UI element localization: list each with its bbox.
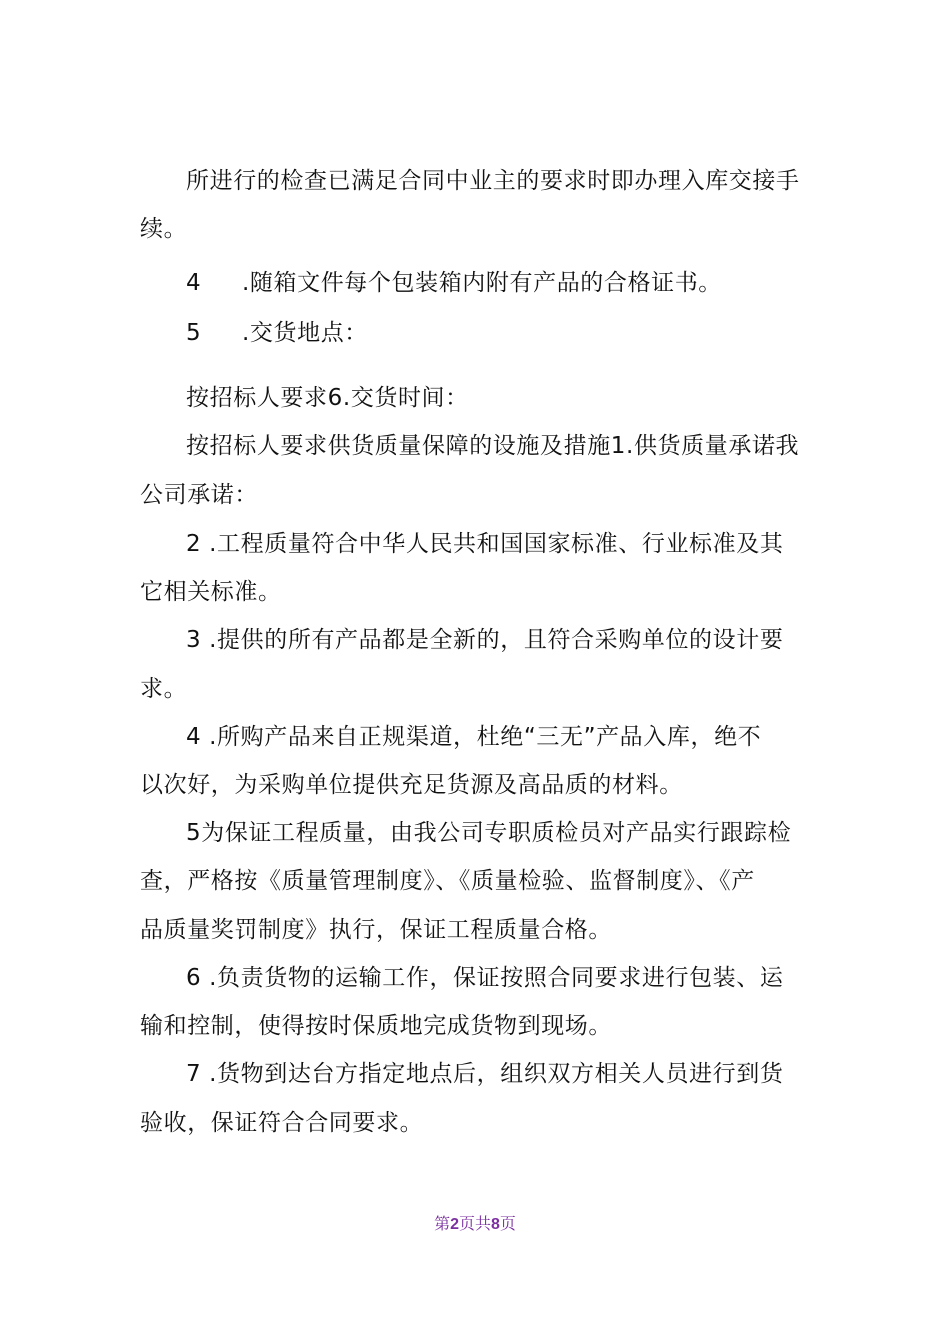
list-number: 4 (186, 270, 202, 296)
paragraph-line: 求。 (140, 676, 188, 702)
paragraph-line: 所进行的检查已满足合同中业主的要求时即办理入库交接手 (186, 168, 800, 194)
paragraph-line: 验收，保证符合合同要求。 (140, 1110, 424, 1136)
paragraph-line: 7 .货物到达台方指定地点后，组织双方相关人员进行到货 (186, 1061, 784, 1087)
current-page-number: 2 (450, 1216, 459, 1233)
list-number: 5 (186, 320, 202, 346)
footer-middle: 页共 (458, 1214, 491, 1233)
footer-prefix: 第 (434, 1214, 451, 1233)
paragraph-line: 输和控制，使得按时保质地完成货物到现场。 (140, 1013, 612, 1039)
paragraph-line: 3 .提供的所有产品都是全新的，且符合采购单位的设计要 (186, 627, 784, 653)
paragraph-line: 以次好，为采购单位提供充足货源及高品质的材料。 (140, 772, 683, 798)
list-item (186, 268, 722, 298)
total-page-number: 8 (491, 1216, 500, 1233)
list-text: .随箱文件每个包装箱内附有产品的合格证书。 (242, 270, 722, 296)
paragraph-line: 品质量奖罚制度》执行，保证工程质量合格。 (140, 917, 612, 943)
page-footer (0, 1211, 950, 1234)
paragraph-line: 它相关标准。 (140, 579, 282, 605)
paragraph-line: 公司承诺： (140, 482, 258, 508)
paragraph-line: 查，严格按《质量管理制度》、《质量检验、监督制度》、《产 (140, 868, 755, 894)
list-item (186, 318, 368, 348)
footer-suffix: 页 (499, 1214, 516, 1233)
paragraph-line: 按招标人要求6.交货时间： (186, 385, 469, 411)
paragraph-line: 5为保证工程质量，由我公司专职质检员对产品实行跟踪检 (186, 820, 792, 846)
paragraph-line: 4 .所购产品来自正规渠道，杜绝“三无”产品入库，绝不 (186, 724, 762, 750)
paragraph-line: 按招标人要求供货质量保障的设施及措施1.供货质量承诺我 (186, 433, 800, 459)
list-text: .交货地点： (242, 320, 368, 346)
paragraph-line: 续。 (140, 216, 188, 242)
paragraph-line: 6 .负责货物的运输工作，保证按照合同要求进行包装、运 (186, 965, 784, 991)
paragraph-line: 2 .工程质量符合中华人民共和国国家标准、行业标准及其 (186, 531, 784, 557)
